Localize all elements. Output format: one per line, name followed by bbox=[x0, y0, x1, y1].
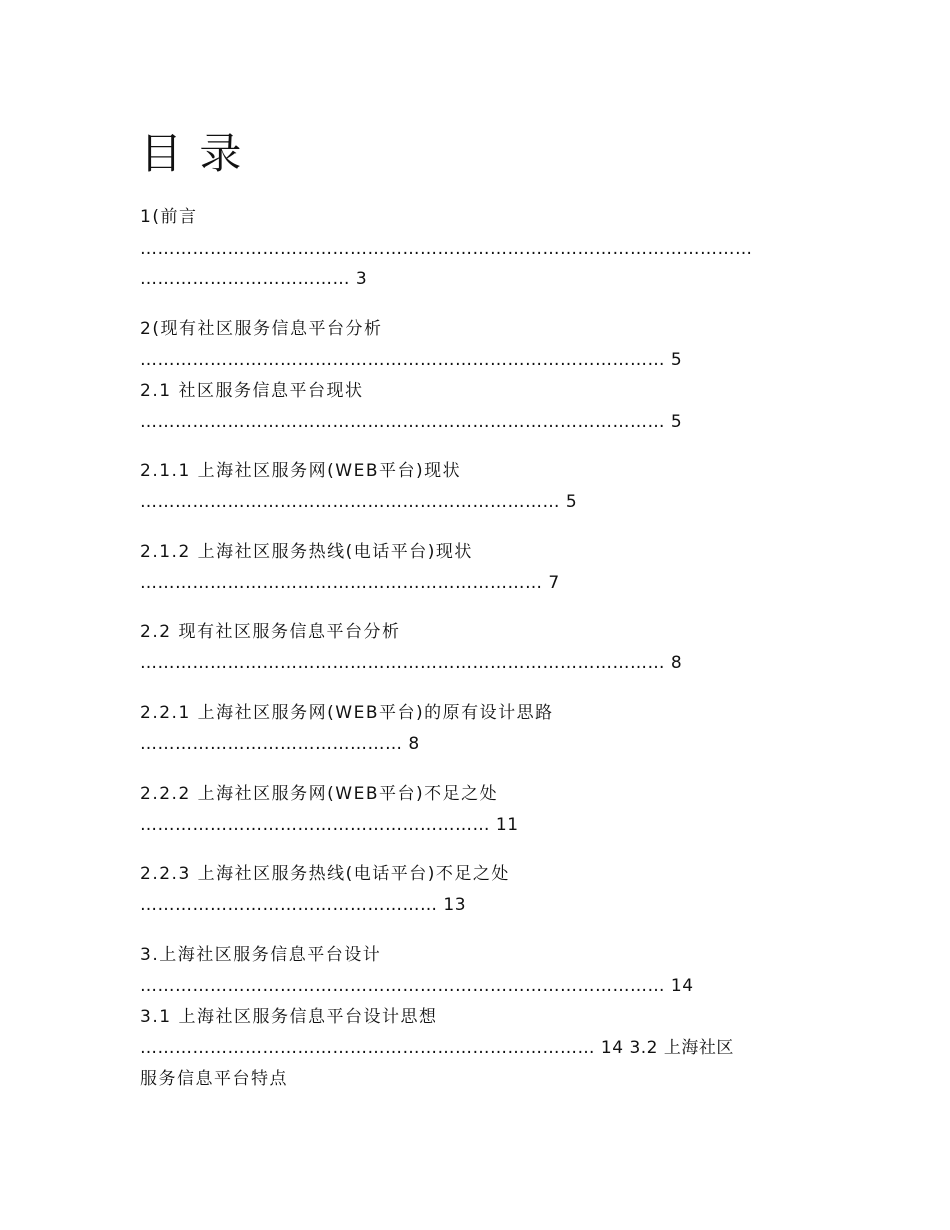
toc-entry-3-2-continuation: 服务信息平台特点 bbox=[140, 1069, 288, 1089]
toc-entry-2-2-heading: 2.2 现有社区服务信息平台分析 bbox=[140, 622, 401, 642]
toc-entry-1-heading: 1(前言 bbox=[140, 207, 198, 227]
toc-entry-2-2-2-heading: 2.2.2 上海社区服务网(WEB平台)不足之处 bbox=[140, 784, 499, 804]
toc-title: 目 录 bbox=[140, 129, 244, 178]
toc-entry-2-1-2-leader: …………………………………………………………… 7 bbox=[140, 573, 560, 593]
toc-entry-2-1-leader: ……………………………………………………………………………… 5 bbox=[140, 412, 683, 432]
toc-entry-3-heading: 3.上海社区服务信息平台设计 bbox=[140, 945, 382, 965]
toc-entry-2-2-3-heading: 2.2.3 上海社区服务热线(电话平台)不足之处 bbox=[140, 864, 510, 884]
toc-entry-2-2-1-leader: ……………………………………… 8 bbox=[140, 734, 420, 754]
toc-entry-1-leader-line-1: …………………………………………………………………………………………… bbox=[140, 239, 753, 259]
toc-entry-3-1-leader: …………………………………………………………………… 14 3.2 上海社区 bbox=[140, 1038, 734, 1058]
toc-entry-2-2-3-leader: …………………………………………… 13 bbox=[140, 895, 467, 915]
toc-entry-2-1-2-heading: 2.1.2 上海社区服务热线(电话平台)现状 bbox=[140, 542, 473, 562]
toc-entry-2-1-1-leader: ……………………………………………………………… 5 bbox=[140, 492, 578, 512]
toc-entry-2-1-heading: 2.1 社区服务信息平台现状 bbox=[140, 381, 364, 401]
toc-entry-3-leader: ……………………………………………………………………………… 14 bbox=[140, 976, 694, 996]
toc-entry-2-2-leader: ……………………………………………………………………………… 8 bbox=[140, 653, 683, 673]
toc-entry-1-leader-line-2: ……………………………… 3 bbox=[140, 269, 368, 289]
toc-entry-2-2-2-leader: …………………………………………………… 11 bbox=[140, 815, 519, 835]
toc-entry-2-heading: 2(现有社区服务信息平台分析 bbox=[140, 319, 383, 339]
toc-entry-3-1-heading: 3.1 上海社区服务信息平台设计思想 bbox=[140, 1007, 438, 1027]
toc-entry-2-1-1-heading: 2.1.1 上海社区服务网(WEB平台)现状 bbox=[140, 461, 462, 481]
toc-entry-2-leader: ……………………………………………………………………………… 5 bbox=[140, 350, 683, 370]
toc-entry-2-2-1-heading: 2.2.1 上海社区服务网(WEB平台)的原有设计思路 bbox=[140, 703, 554, 723]
